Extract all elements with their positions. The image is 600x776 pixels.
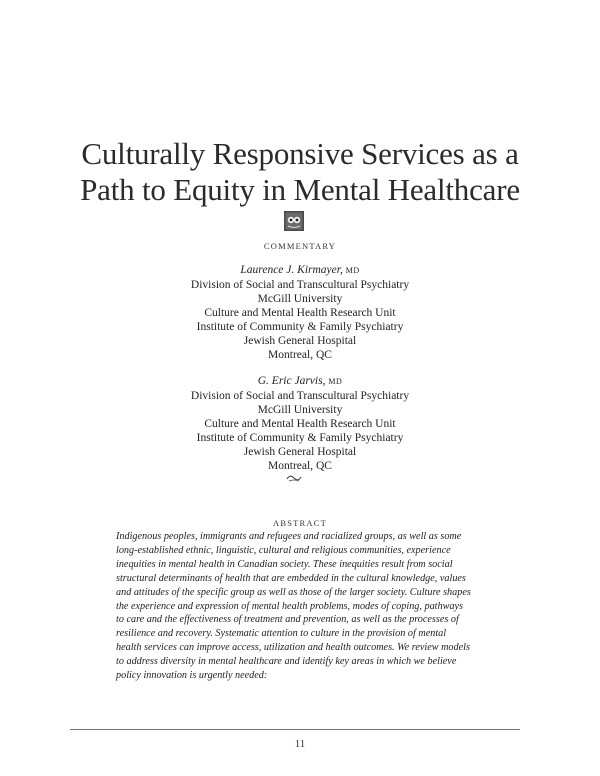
abstract-line: policy innovation is urgently needed:: [116, 670, 268, 682]
author-name: Laurence J. Kirmayer,: [240, 264, 343, 276]
abstract-line: health services can improve access, utilization and health outcomes. We review models: [116, 642, 470, 654]
abstract-line: inequities in mental health in Canadian society. These inequities result from social: [116, 558, 453, 570]
author-block: [0, 263, 600, 362]
publisher-emblem-icon: [284, 211, 304, 231]
affiliation-line: Montreal, QC: [268, 460, 332, 472]
author-name-line: [0, 374, 600, 389]
affiliation-line: McGill University: [257, 293, 343, 305]
section-label: COMMENTARY: [263, 241, 337, 251]
page-number: 11: [294, 738, 306, 750]
affiliation-line: Culture and Mental Health Research Unit: [204, 307, 396, 319]
affiliation-line: Culture and Mental Health Research Unit: [204, 418, 396, 430]
abstract-heading: ABSTRACT: [273, 518, 327, 528]
abstract-line: structural determinants of health that are embedded in the cultural knowledge, values: [116, 572, 466, 584]
author-name: G. Eric Jarvis,: [257, 375, 326, 387]
affiliation-line: Jewish General Hospital: [243, 335, 357, 347]
author-degree: MD: [328, 377, 343, 386]
article-title: [0, 136, 600, 208]
abstract-line: long-established ethnic, linguistic, cultural and religious communities, experience: [116, 544, 451, 556]
article-title-line: Path to Equity in Mental Healthcare: [80, 172, 520, 207]
author-block: [0, 374, 600, 473]
author-name-line: [0, 263, 600, 278]
abstract-line: and attitudes of the specific group as well as those of the larger society. Culture shapes: [116, 586, 471, 598]
affiliation-line: Montreal, QC: [268, 349, 332, 361]
affiliation-line: Institute of Community & Family Psychiatry: [196, 321, 404, 333]
footer-divider: [70, 729, 520, 730]
affiliation-line: Division of Social and Transcultural Psychiatry: [190, 390, 410, 402]
affiliation-line: Institute of Community & Family Psychiatry: [196, 432, 404, 444]
ornamental-flourish-icon: [286, 473, 302, 483]
article-title-line: Culturally Responsive Services as a: [81, 136, 519, 171]
affiliation-line: Jewish General Hospital: [243, 446, 357, 458]
abstract-line: to care and the effectiveness of treatment and prevention, as well as the processes of: [116, 614, 459, 626]
abstract-line: resilience and recovery. Systematic attention to culture in the provision of mental: [116, 628, 447, 640]
abstract-line: the experience and expression of mental health problems, modes of coping, pathways: [116, 600, 463, 612]
abstract-line: Indigenous peoples, immigrants and refugees and racialized groups, as well as some: [116, 531, 462, 542]
affiliation-line: Division of Social and Transcultural Psychiatry: [190, 279, 410, 291]
abstract-body: [116, 530, 492, 683]
abstract-line: to address diversity in mental healthcare and identify key areas in which we believe: [116, 656, 457, 668]
author-degree: MD: [345, 266, 360, 275]
affiliation-line: McGill University: [257, 404, 343, 416]
